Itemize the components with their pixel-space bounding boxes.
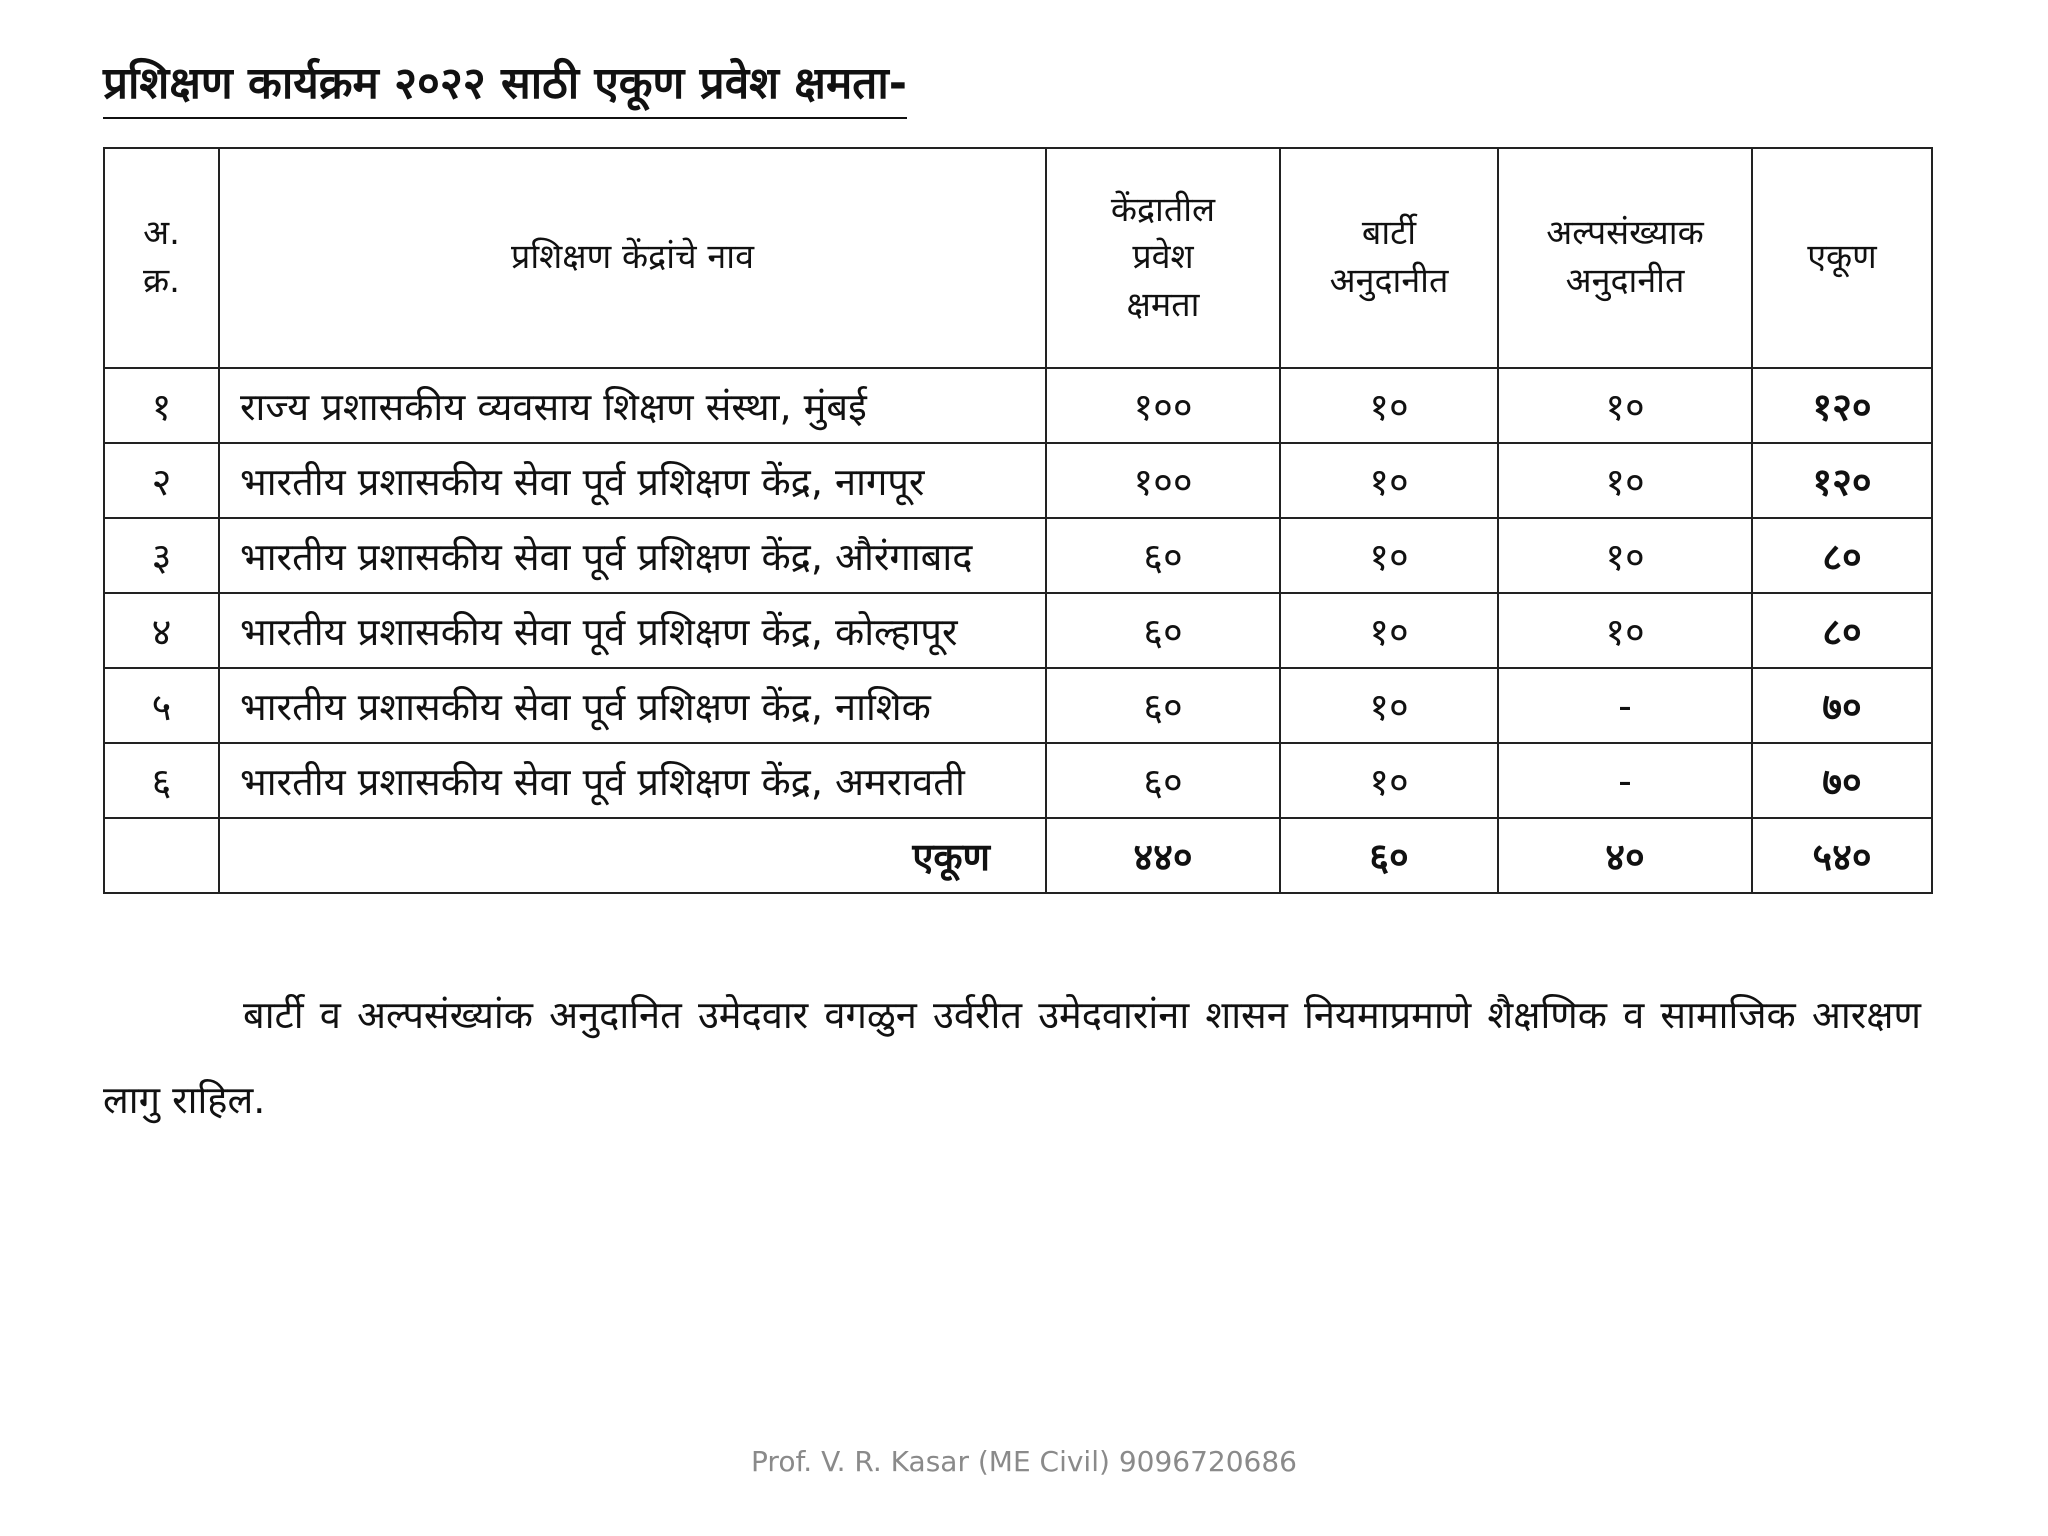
cell-minority-funded: १०: [1498, 368, 1752, 443]
cell-total: ७०: [1752, 743, 1932, 818]
cell-center-capacity: ६०: [1046, 518, 1280, 593]
cell-minority-funded: १०: [1498, 518, 1752, 593]
cell-center-name: भारतीय प्रशासकीय सेवा पूर्व प्रशिक्षण केंद्र, अमरावती: [219, 743, 1046, 818]
reservation-note: बार्टी व अल्पसंख्यांक अनुदानित उमेदवार वगळुन उर्वरीत उमेदवारांना शासन नियमाप्रमाणे शैक्षणिक व सामाजिक आरक्षण लागु राहिल.: [103, 993, 1921, 1122]
cell-serial-no: २: [104, 443, 219, 518]
cell-minority-funded: १०: [1498, 593, 1752, 668]
admission-capacity-table: [103, 147, 1933, 894]
cell-barti-funded: १०: [1280, 668, 1498, 743]
header-total: एकूण: [1752, 148, 1932, 368]
cell-serial-no: १: [104, 368, 219, 443]
cell-center-name: भारतीय प्रशासकीय सेवा पूर्व प्रशिक्षण केंद्र, नाशिक: [219, 668, 1046, 743]
cell-center-capacity: ६०: [1046, 668, 1280, 743]
table-total-row: [104, 818, 1932, 893]
cell-total: १२०: [1752, 443, 1932, 518]
page-title: प्रशिक्षण कार्यक्रम २०२२ साठी एकूण प्रवेश क्षमता-: [103, 58, 907, 119]
table-row: [104, 668, 1932, 743]
cell-center-capacity: ६०: [1046, 743, 1280, 818]
cell-center-name: भारतीय प्रशासकीय सेवा पूर्व प्रशिक्षण केंद्र, कोल्हापूर: [219, 593, 1046, 668]
cell-minority-funded: -: [1498, 668, 1752, 743]
cell-center-capacity: ६०: [1046, 593, 1280, 668]
total-minority-funded: ४०: [1498, 818, 1752, 893]
cell-minority-funded: १०: [1498, 443, 1752, 518]
header-center-name: प्रशिक्षण केंद्रांचे नाव: [219, 148, 1046, 368]
footer-credit: Prof. V. R. Kasar (ME Civil) 9096720686: [751, 1445, 1297, 1478]
cell-total: ८०: [1752, 518, 1932, 593]
table-row: [104, 443, 1932, 518]
cell-serial-no: ५: [104, 668, 219, 743]
cell-barti-funded: १०: [1280, 593, 1498, 668]
cell-serial-no: ६: [104, 743, 219, 818]
cell-barti-funded: १०: [1280, 443, 1498, 518]
cell-total: ८०: [1752, 593, 1932, 668]
total-center-capacity: ४४०: [1046, 818, 1280, 893]
cell-center-name: भारतीय प्रशासकीय सेवा पूर्व प्रशिक्षण केंद्र, नागपूर: [219, 443, 1046, 518]
cell-center-capacity: १००: [1046, 443, 1280, 518]
total-barti-funded: ६०: [1280, 818, 1498, 893]
table-row: [104, 743, 1932, 818]
cell-empty: [104, 818, 219, 893]
table-row: [104, 368, 1932, 443]
table-row: [104, 593, 1932, 668]
cell-center-name: भारतीय प्रशासकीय सेवा पूर्व प्रशिक्षण केंद्र, औरंगाबाद: [219, 518, 1046, 593]
header-minority-funded: अल्पसंख्याक अनुदानीत: [1498, 148, 1752, 368]
cell-minority-funded: -: [1498, 743, 1752, 818]
header-center-capacity: केंद्रातील प्रवेश क्षमता: [1046, 148, 1280, 368]
cell-barti-funded: १०: [1280, 518, 1498, 593]
cell-barti-funded: १०: [1280, 368, 1498, 443]
table-row: [104, 518, 1932, 593]
cell-center-capacity: १००: [1046, 368, 1280, 443]
header-serial-no: अ. क्र.: [104, 148, 219, 368]
cell-serial-no: ४: [104, 593, 219, 668]
cell-total: ७०: [1752, 668, 1932, 743]
grand-total: ५४०: [1752, 818, 1932, 893]
total-label: एकूण: [219, 818, 1046, 893]
table-header-row: [104, 148, 1932, 368]
header-barti-funded: बार्टी अनुदानीत: [1280, 148, 1498, 368]
cell-serial-no: ३: [104, 518, 219, 593]
cell-total: १२०: [1752, 368, 1932, 443]
cell-center-name: राज्य प्रशासकीय व्यवसाय शिक्षण संस्था, मुंबई: [219, 368, 1046, 443]
cell-barti-funded: १०: [1280, 743, 1498, 818]
